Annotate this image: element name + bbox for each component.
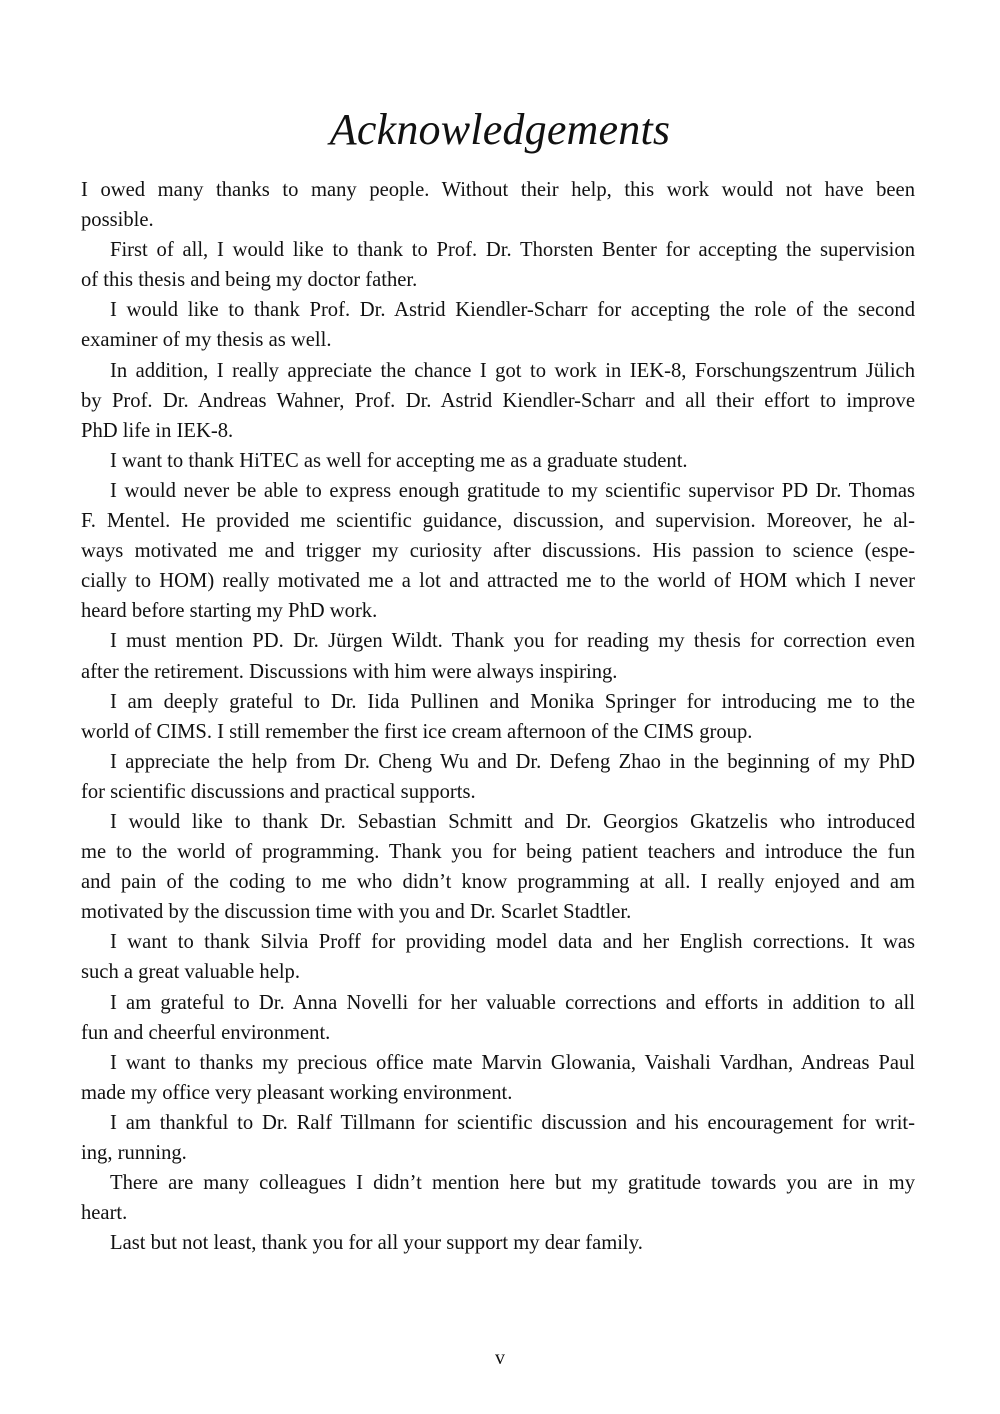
text-line: of this thesis and being my doctor father.	[81, 269, 418, 292]
paragraph	[81, 1108, 915, 1168]
page-title: Acknowledgements	[329, 105, 671, 154]
paragraph	[81, 1048, 915, 1108]
text-line: cially to HOM) really motivated me a lot and attracted me to the world of HOM which I never	[81, 570, 915, 593]
text-line: In addition, I really appreciate the chance I got to work in IEK-8, Forschungszentrum Jülich	[110, 359, 915, 382]
paragraph	[81, 626, 915, 686]
paragraph	[81, 747, 915, 807]
text-line: I would never be able to express enough gratitude to my scientific supervisor PD Dr. Thomas	[110, 479, 915, 502]
text-line: world of CIMS. I still remember the first ice cream afternoon of the CIMS group.	[81, 720, 753, 743]
paragraph	[81, 988, 915, 1048]
text-line: I owed many thanks to many people. Without their help, this work would not have been	[81, 179, 915, 201]
text-line: examiner of my thesis as well.	[81, 329, 332, 352]
text-line: I want to thanks my precious office mate Marvin Glowania, Vaishali Vardhan, Andreas Paul	[110, 1051, 915, 1074]
text-line: I am deeply grateful to Dr. Iida Pullinen and Monika Springer for introducing me to the	[110, 690, 915, 713]
page-number: v	[495, 1347, 505, 1369]
text-line: I want to thank HiTEC as well for accepting me as a graduate student.	[110, 449, 688, 472]
text-line: Last but not least, thank you for all your support my dear family.	[110, 1232, 643, 1255]
paragraph	[81, 927, 915, 987]
text-line: made my office very pleasant working environment.	[81, 1081, 513, 1104]
text-line: possible.	[81, 209, 154, 232]
text-line: and pain of the coding to me who didn’t know programming at all. I really enjoyed and am	[81, 871, 915, 894]
text-line: me to the world of programming. Thank you for being patient teachers and introduce the fun	[81, 841, 915, 864]
text-line: heart.	[81, 1202, 128, 1225]
text-line: ing, running.	[81, 1142, 187, 1164]
text-line: ways motivated me and trigger my curiosity after discussions. His passion to science (espe-	[81, 540, 915, 563]
paragraph	[81, 807, 915, 927]
text-line: by Prof. Dr. Andreas Wahner, Prof. Dr. Astrid Kiendler-Scharr and all their effort to improve	[81, 389, 915, 412]
text-line: I want to thank Silvia Proff for providing model data and her English corrections. It was	[110, 931, 915, 954]
text-line: There are many colleagues I didn’t mention here but my gratitude towards you are in my	[110, 1172, 915, 1195]
text-line: fun and cheerful environment.	[81, 1021, 331, 1044]
text-line: motivated by the discussion time with you and Dr. Scarlet Stadtler.	[81, 901, 632, 924]
paragraph	[81, 476, 915, 626]
paragraph	[81, 446, 915, 476]
text-line: F. Mentel. He provided me scientific guidance, discussion, and supervision. Moreover, he al-	[81, 510, 915, 533]
text-line: I am thankful to Dr. Ralf Tillmann for scientific discussion and his encouragement for writ-	[110, 1111, 915, 1134]
text-line: PhD life in IEK-8.	[81, 419, 234, 442]
text-line: I appreciate the help from Dr. Cheng Wu and Dr. Defeng Zhao in the beginning of my PhD	[110, 750, 915, 773]
text-line: for scientific discussions and practical supports.	[81, 780, 476, 803]
text-line: First of all, I would like to thank to Prof. Dr. Thorsten Benter for accepting the supervision	[110, 239, 915, 262]
text-line: I would like to thank Dr. Sebastian Schmitt and Dr. Georgios Gkatzelis who introduced	[110, 810, 915, 833]
text-line: after the retirement. Discussions with him were always inspiring.	[81, 660, 618, 683]
paragraph	[81, 1168, 915, 1228]
text-line: I would like to thank Prof. Dr. Astrid Kiendler-Scharr for accepting the role of the second	[110, 299, 915, 322]
paragraph	[81, 295, 915, 355]
paragraph	[81, 235, 915, 295]
text-line: such a great valuable help.	[81, 961, 300, 984]
paragraph	[81, 175, 915, 235]
text-line: I must mention PD. Dr. Jürgen Wildt. Thank you for reading my thesis for correction even	[110, 630, 915, 653]
paragraph	[81, 687, 915, 747]
text-line: heard before starting my PhD work.	[81, 600, 378, 623]
paragraph	[81, 356, 915, 446]
text-line: I am grateful to Dr. Anna Novelli for her valuable corrections and efforts in addition to all	[110, 991, 915, 1014]
acknowledgements-body	[81, 175, 915, 1258]
paragraph	[81, 1228, 915, 1258]
